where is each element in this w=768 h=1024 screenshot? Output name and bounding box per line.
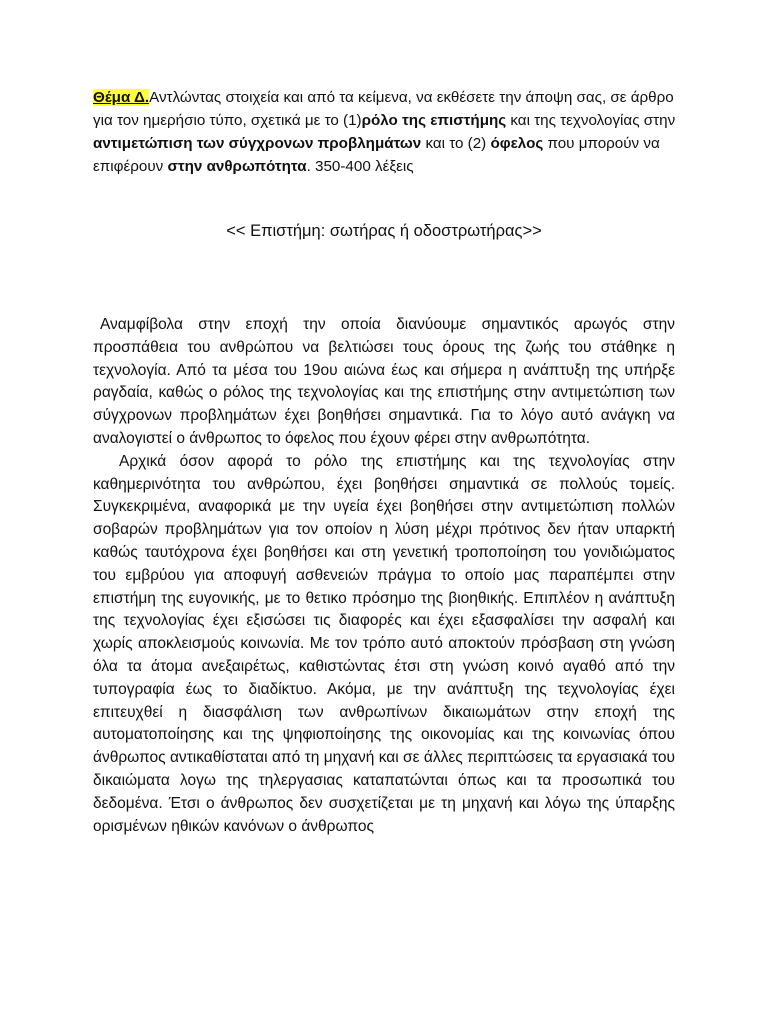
paragraph: Αρχικά όσον αφορά το ρόλο της επιστήμης και της τεχνολογίας στην καθημερινότητα του ανθρώπου, έχει βοηθήσει σημαντικά σε πολλούς τομείς. Συγκεκριμένα, αναφορικά με την υγεία έχει βοηθήσει στην αντιμετώπιση πολλών σοβαρών προβλημάτων για τον οποίον η λύση μέχρι πρότινος δεν ήταν υπαρκτή καθώς ταυτόχρονα έχει βοηθήσει και στη γενετική τροποποίηση του γονιδιώματος του εμβρύου για αποφυγή ασθενειών πράγμα το οποίο μας παραπέμπει στην επιστήμη της ευγονικής, με το θετικο πρόσημο της βιοηθικής. Επιπλέον η ανάπτυξη της τεχνολογίας έχει εξισώσει τις διαφορές και έχει εξασφαλίσει την ασφαλή και χωρίς αποκλεισμούς κοινωνία. Με τον τρόπο αυτό αποκτούν πρόσβαση στη γνώση όλα τα άτομα ανεξαιρέτως, καθιστώντας έτσι στη γνώση κοινό αγαθό από την τυπογραφία έως το διαδίκτυο. Ακόμα, με την ανάπτυξη της τεχνολογίας έχει επιτευχθεί η διασφάλιση των ανθρωπίνων δικαιωμάτων στην εποχή της αυτοματοποίησης και της ψηφιοποίησης της οικονομίας και της κοινωνίας όπου άνθρωπος αντικαθίσταται από τη μηχανή και σε άλλες περιπτώσεις τα εργασιακά του δικαιώματα λογω της τηλεργασιας καταπατώνται όπως και τα προσωπικά του δεδομένα. Έτσι ο άνθρωπος δεν συσχετίζεται με τη μηχανή και λόγω της ύπαρξης ορισμένων ηθικών κανόνων ο άνθρωπος — [93, 452, 675, 835]
essay-title: << Επιστήμη: σωτήρας ή οδοστρωτήρας>> — [226, 222, 542, 240]
prompt-text: που μπορούν να επιφέρουν — [93, 135, 660, 175]
prompt-bold: αντιμετώπιση των σύγχρονων προβλημάτων — [93, 135, 422, 152]
topic-label: Θέμα Δ. — [93, 89, 150, 106]
assignment-prompt — [93, 86, 678, 178]
prompt-bold: ρόλο της επιστήμης — [361, 112, 507, 129]
prompt-text: και της τεχνολογίας στην — [506, 112, 676, 129]
paragraph: Αναμφίβολα στην εποχή την οποία διανύουμε σημαντικός αρωγός στην προσπάθεια του ανθρώπου να βελτιώσει τους όρους της ζωής του στάθηκε η τεχνολογία. Από τα μέσα του 19ου αιώνα έως και σήμερα η ανάπτυξη της υπήρξε ραγδαία, καθώς ο ρόλος της τεχνολογίας και της επιστήμης στην αντιμετώπιση των σύγχρονων προβλημάτων έχει βοηθήσει σημαντικά. Για το λόγο αυτό ανάγκη να αναλογιστεί ο άνθρωπος το όφελος που έχουν φέρει στην ανθρωπότητα. — [93, 316, 675, 447]
essay-body — [93, 314, 675, 838]
prompt-bold: στην ανθρωπότητα — [167, 158, 307, 175]
prompt-text: και το (2) — [421, 135, 491, 152]
prompt-bold: όφελος — [490, 135, 544, 152]
prompt-text: Αντλώντας στοιχεία και από τα κείμενα, να εκθέσετε την άποψη σας, σε άρθρο για τον ημερήσιο τύπο, σχετικά με το (1) — [93, 89, 674, 129]
prompt-text: . 350-400 λέξεις — [306, 158, 414, 175]
